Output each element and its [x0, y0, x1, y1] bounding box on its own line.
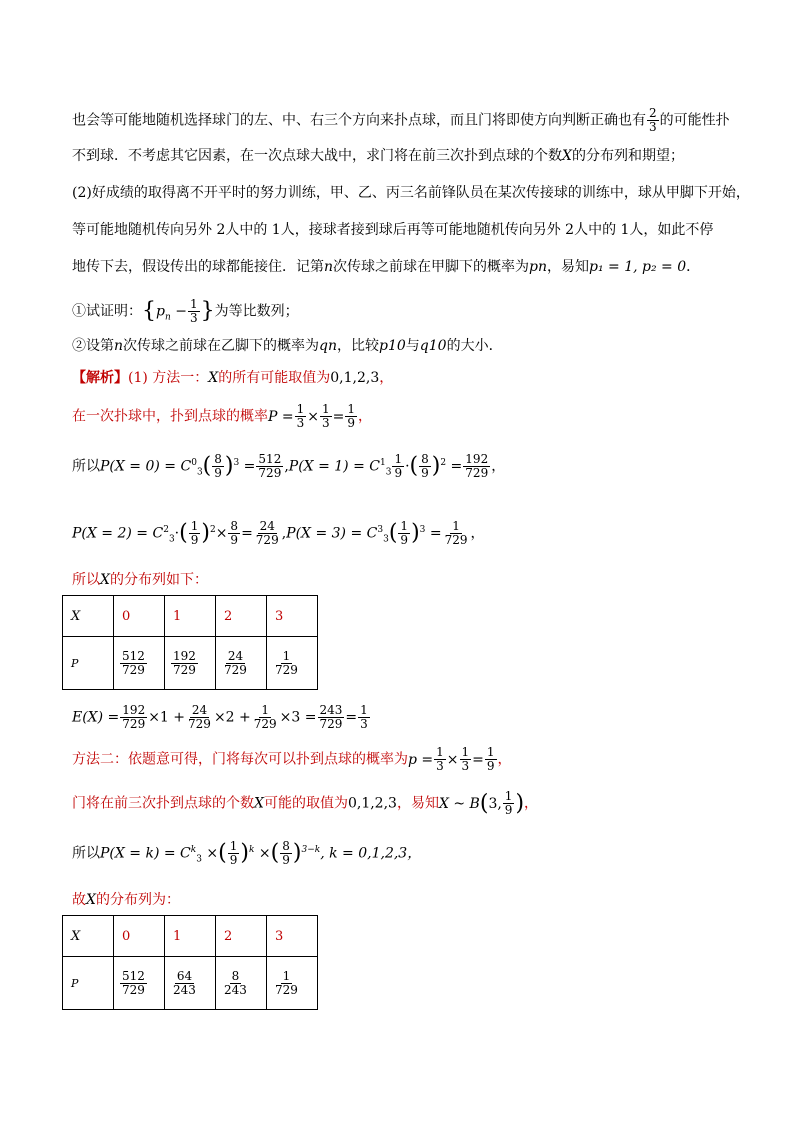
- fraction: [120, 650, 147, 677]
- numerator: 1: [394, 452, 403, 467]
- table-cell: [216, 957, 267, 1010]
- solution-hit-prob: 在一次扑球中，扑到点球的概率P = $\frac{1}{3}$ × $\frac{1}{3}$ = $\frac{1}{9}$ ，: [72, 402, 372, 430]
- subscript: 3: [168, 534, 175, 545]
- text: 与: [405, 338, 420, 354]
- superscript: 0: [191, 458, 197, 468]
- numerator: 24: [259, 519, 275, 534]
- text: ②设第: [72, 338, 114, 354]
- table-cell: [267, 637, 318, 690]
- equation: P(X = 3) = C: [286, 525, 378, 542]
- solution-method-2-binomial: 门将在前三次扑到点球的个数X可能的取值为0,1,2,3，易知X ~ B(3, $\frac{1}{9}$ )，: [72, 789, 539, 817]
- numerator: 1: [347, 402, 355, 416]
- fraction: [647, 107, 659, 134]
- numerator: 192: [122, 703, 146, 717]
- table-cell: 3: [267, 916, 318, 957]
- table-cell: [216, 637, 267, 690]
- numerator: 1: [296, 402, 305, 416]
- table-cell: 0: [114, 596, 165, 637]
- paren: (: [202, 453, 212, 479]
- fraction: [320, 403, 332, 430]
- table-cell: [114, 637, 165, 690]
- problem-line-1: [72, 107, 730, 134]
- fraction: [503, 790, 515, 817]
- fraction: [485, 746, 497, 773]
- denominator: 9: [229, 853, 238, 868]
- text: 的可能性扑: [659, 112, 730, 129]
- denominator: 9: [394, 466, 403, 481]
- denominator: 729: [255, 533, 279, 548]
- variable: X: [100, 572, 110, 588]
- solution-px2-px3: $P(X = 2) = C^2_3\cdot$( $\frac{1}{9}$ )$^2$× $\frac{8}{9}$ = $\frac{24}{729}$ $,P(X = 3) = C^3_3$( $\frac{1}{9}$ )$^3$ = $\frac{1}{729}$ ，: [72, 519, 485, 548]
- table-cell: [165, 637, 216, 690]
- fraction: [398, 520, 410, 547]
- numerator: 8: [214, 452, 222, 467]
- denominator: 9: [504, 803, 513, 817]
- text: ，易知: [547, 259, 590, 275]
- denominator: 3: [296, 416, 305, 430]
- text: 3,: [488, 795, 502, 812]
- dist-intro-1: [72, 570, 208, 590]
- superscript: 3−k: [301, 845, 321, 855]
- table-cell: [267, 957, 318, 1010]
- variable: X: [86, 892, 96, 908]
- denominator: 3: [436, 759, 444, 773]
- denominator: 9: [214, 466, 222, 481]
- paren: (: [479, 790, 489, 816]
- table-cell: 3: [267, 596, 318, 637]
- variable: p10: [379, 338, 406, 354]
- numerator: 8: [421, 452, 429, 467]
- variable: n: [114, 338, 124, 354]
- fraction: [419, 453, 431, 480]
- denominator: 9: [347, 416, 355, 430]
- table-row: [63, 596, 318, 637]
- variable: X: [208, 370, 219, 386]
- variable: q10: [419, 338, 447, 354]
- table-row: [63, 957, 318, 1010]
- numerator: 24: [227, 648, 244, 663]
- superscript: k: [249, 845, 255, 855]
- variable: pn: [529, 259, 548, 275]
- fraction: [280, 840, 292, 867]
- solution-method-1-heading: [72, 368, 393, 388]
- dist-intro-2: [72, 890, 180, 910]
- denominator: 9: [400, 533, 409, 548]
- fraction: [434, 746, 446, 773]
- denominator: 3: [461, 759, 470, 773]
- solution-px0-px1: 所以$P(X = 0) = C^0_3$( $\frac{8}{9}$ )$^3$ = $\frac{512}{729}$ $,P(X = 1) = C^1_3$ $\frac{1}{9}$ ·( $\frac{8}{9}$ )$^2$ = $\frac{192}{729}$ ，: [72, 452, 506, 481]
- problem-item-1: ①试证明：{$p_n$ − $\frac{1}{3}$ }为等比数列；: [72, 297, 299, 325]
- equation: P(X = 2) = C: [72, 525, 164, 542]
- paren: ): [411, 520, 420, 546]
- distribution-table-1: [62, 595, 318, 690]
- problem-line-5: [72, 257, 700, 277]
- equation: P(X = 0) = C: [100, 458, 192, 475]
- text: 的分布列为：: [95, 892, 180, 908]
- solution-pk-line: 所以$P(X = k) = C^k_3$ ×( $\frac{1}{9}$ )$^k$ ×( $\frac{8}{9}$ )$^{3-k}$, k = 0,1,2,3，: [72, 839, 422, 868]
- superscript: 1: [379, 458, 386, 468]
- table-cell: [114, 957, 165, 1010]
- denominator: 243: [224, 982, 247, 997]
- subscript: n: [164, 312, 171, 323]
- numerator: 1: [282, 648, 291, 663]
- variable: p: [156, 303, 165, 320]
- subscript: 3: [196, 467, 203, 478]
- fraction: [273, 970, 300, 997]
- table-row: [63, 637, 318, 690]
- equation: p₁ = 1, p₂ = 0: [589, 259, 687, 275]
- fraction: [392, 453, 404, 480]
- fraction: [318, 704, 345, 731]
- denominator: 729: [188, 717, 211, 731]
- numerator: 1: [400, 519, 409, 534]
- text: 所以: [72, 845, 100, 862]
- paren: (: [218, 840, 227, 866]
- distribution-table-2: [62, 915, 318, 1010]
- numerator: 8: [231, 968, 240, 983]
- denominator: 729: [122, 717, 146, 731]
- table-cell: 1: [165, 916, 216, 957]
- numerator: 243: [319, 703, 343, 717]
- table-cell: P: [63, 637, 114, 690]
- solution-tag: 【解析】: [72, 370, 128, 386]
- table-cell: [165, 957, 216, 1010]
- numerator: 192: [465, 452, 489, 467]
- paren: ): [224, 453, 234, 479]
- numerator: 1: [461, 745, 470, 759]
- equation: P(X = k) = C: [100, 845, 191, 862]
- fraction: [186, 704, 213, 731]
- table-cell: 0: [114, 916, 165, 957]
- numerator: 1: [190, 519, 199, 534]
- superscript: 2: [163, 525, 169, 535]
- numerator: 1: [486, 745, 495, 759]
- text: 地传下去，假设传出的球都能接住．记第: [72, 259, 324, 275]
- numerator: 1: [282, 968, 291, 983]
- fraction: [188, 298, 200, 325]
- denominator: 9: [421, 466, 429, 481]
- values: 0,1,2,3: [330, 370, 380, 386]
- numerator: 1: [189, 297, 198, 311]
- problem-line-3: (2)好成绩的取得离不开平时的努力训练，甲、乙、丙三名前锋队员在某次传接球的训练中，球从甲脚下开始，: [72, 185, 750, 201]
- fraction: [222, 650, 249, 677]
- subscript: 3: [385, 467, 392, 478]
- equation: , k = 0,1,2,3，: [320, 845, 422, 862]
- numerator: 2: [649, 106, 657, 120]
- variable: qn: [319, 338, 338, 354]
- denominator: 729: [444, 533, 468, 548]
- text: 门将在前三次扑到点球的个数: [72, 795, 254, 812]
- paren: ): [431, 453, 441, 479]
- variable: n: [324, 259, 334, 275]
- fraction: [171, 650, 198, 677]
- fraction: [120, 704, 147, 731]
- denominator: 729: [253, 717, 277, 731]
- denominator: 729: [275, 982, 298, 997]
- numerator: 512: [122, 968, 145, 983]
- text: 所以: [72, 458, 100, 475]
- fraction: [212, 453, 224, 480]
- equation: X ~ B: [438, 795, 480, 812]
- text: 的大小．: [446, 338, 503, 354]
- paren: ): [201, 520, 210, 546]
- paren: (: [409, 453, 419, 479]
- paren: (: [179, 520, 188, 546]
- text: (1) 方法一：: [128, 370, 209, 386]
- text: 可能的取值为: [263, 795, 348, 812]
- problem-line-4: 等可能地随机传向另外 2人中的 1人，接球者接到球后再等可能地随机传向另外 2人中的 1人，如此不停: [72, 222, 714, 238]
- fraction: [120, 970, 147, 997]
- text: ，易知: [396, 795, 439, 812]
- text: 次传球之前球在乙脚下的概率为: [123, 338, 320, 354]
- numerator: 512: [258, 452, 282, 467]
- numerator: 24: [191, 703, 208, 717]
- table-cell: 2: [216, 916, 267, 957]
- numerator: 512: [122, 648, 145, 663]
- paren: (: [388, 520, 398, 546]
- variable: X: [562, 148, 572, 164]
- variable: X: [254, 795, 264, 812]
- numerator: 192: [173, 648, 196, 663]
- brace-close: }: [200, 298, 215, 324]
- denominator: 3: [649, 120, 657, 134]
- fraction: [358, 704, 370, 731]
- equation: p =: [408, 751, 434, 768]
- fraction: [345, 403, 357, 430]
- denominator: 729: [224, 662, 247, 677]
- numerator: 1: [452, 519, 460, 534]
- fraction: [171, 970, 198, 997]
- fraction: [228, 840, 240, 867]
- denominator: 9: [282, 853, 290, 868]
- numerator: 64: [176, 968, 193, 983]
- brace-open: {: [142, 298, 156, 324]
- denominator: 729: [465, 466, 489, 481]
- numerator: 1: [360, 703, 368, 717]
- denominator: 9: [190, 533, 199, 548]
- equation: P(X = 1) = C: [288, 458, 380, 475]
- solution-method-2: 方法二：依题意可得，门将每次可以扑到点球的概率为p = $\frac{1}{3}$ × $\frac{1}{3}$ = $\frac{1}{9}$ ，: [72, 745, 512, 773]
- fraction: [222, 970, 249, 997]
- denominator: 729: [275, 662, 298, 677]
- table-cell: X: [63, 916, 114, 957]
- denominator: 3: [321, 416, 330, 430]
- fraction: [189, 520, 201, 547]
- subscript: 3: [383, 534, 389, 545]
- denominator: 3: [189, 311, 198, 325]
- text: 也会等可能地随机选择球门的左、中、右三个方向来扑点球，而且门将即使方向判断正确也有: [72, 112, 646, 129]
- paren: ): [515, 790, 525, 816]
- fraction: [463, 453, 490, 480]
- superscript: 3: [377, 525, 384, 535]
- denominator: 729: [319, 717, 343, 731]
- denominator: 729: [173, 662, 196, 677]
- problem-item-2: [72, 336, 503, 356]
- numerator: 8: [282, 839, 290, 854]
- denominator: 729: [122, 662, 145, 677]
- numerator: 1: [321, 402, 330, 416]
- text: 的分布列如下：: [109, 572, 208, 588]
- fraction: [443, 520, 470, 547]
- paren: (: [270, 840, 280, 866]
- text: 为等比数列；: [214, 303, 299, 320]
- text: 不到球．不考虑其它因素，在一次点球大战中，求门将在前三次扑到点球的个数: [72, 148, 562, 164]
- denominator: 729: [258, 466, 282, 481]
- denominator: 243: [173, 982, 196, 997]
- table-cell: 1: [165, 596, 216, 637]
- fraction: [273, 650, 300, 677]
- table-row: [63, 916, 318, 957]
- paren: ): [240, 840, 249, 866]
- fraction: [256, 453, 283, 480]
- text: 方法二：依题意可得，门将每次可以扑到点球的概率为: [72, 751, 408, 768]
- expectation-line: E(X) = $\frac{192}{729}$ ×1 + $\frac{24}{729}$ ×2 + $\frac{1}{729}$ ×3 = $\frac{243}{729}$ = $\frac{1}{3}$: [72, 703, 368, 731]
- numerator: 1: [229, 839, 238, 854]
- table-cell: 2: [216, 596, 267, 637]
- denominator: 9: [230, 533, 239, 548]
- numerator: 8: [230, 519, 239, 534]
- numerator: 1: [261, 703, 270, 717]
- text: 次传球之前球在甲脚下的概率为: [333, 259, 530, 275]
- text: 的分布列和期望；: [571, 148, 684, 164]
- values: 0,1,2,3: [347, 795, 397, 812]
- text: ，比较: [337, 338, 380, 354]
- problem-line-2: [72, 146, 684, 166]
- text: ①试证明：: [72, 303, 142, 320]
- fraction: [295, 403, 307, 430]
- table-cell: X: [63, 596, 114, 637]
- subscript: 3: [196, 854, 202, 865]
- superscript: k: [190, 845, 197, 855]
- text: 故: [72, 892, 86, 908]
- text: 在一次扑球中，扑到点球的概率: [72, 408, 268, 425]
- fraction: [252, 704, 279, 731]
- text: ．: [686, 259, 701, 275]
- denominator: 3: [360, 717, 368, 731]
- text: 所以: [72, 572, 100, 588]
- denominator: 9: [486, 759, 495, 773]
- numerator: 1: [504, 789, 513, 803]
- fraction: [254, 520, 281, 547]
- paren: ): [292, 840, 302, 866]
- table-cell: P: [63, 957, 114, 1010]
- equation: P =: [268, 408, 294, 425]
- numerator: 1: [436, 745, 444, 759]
- text: ，: [379, 370, 394, 386]
- text: 的所有可能取值为: [218, 370, 331, 386]
- equation: E(X) =: [72, 709, 120, 726]
- denominator: 729: [122, 982, 145, 997]
- fraction: [460, 746, 472, 773]
- fraction: [228, 520, 240, 547]
